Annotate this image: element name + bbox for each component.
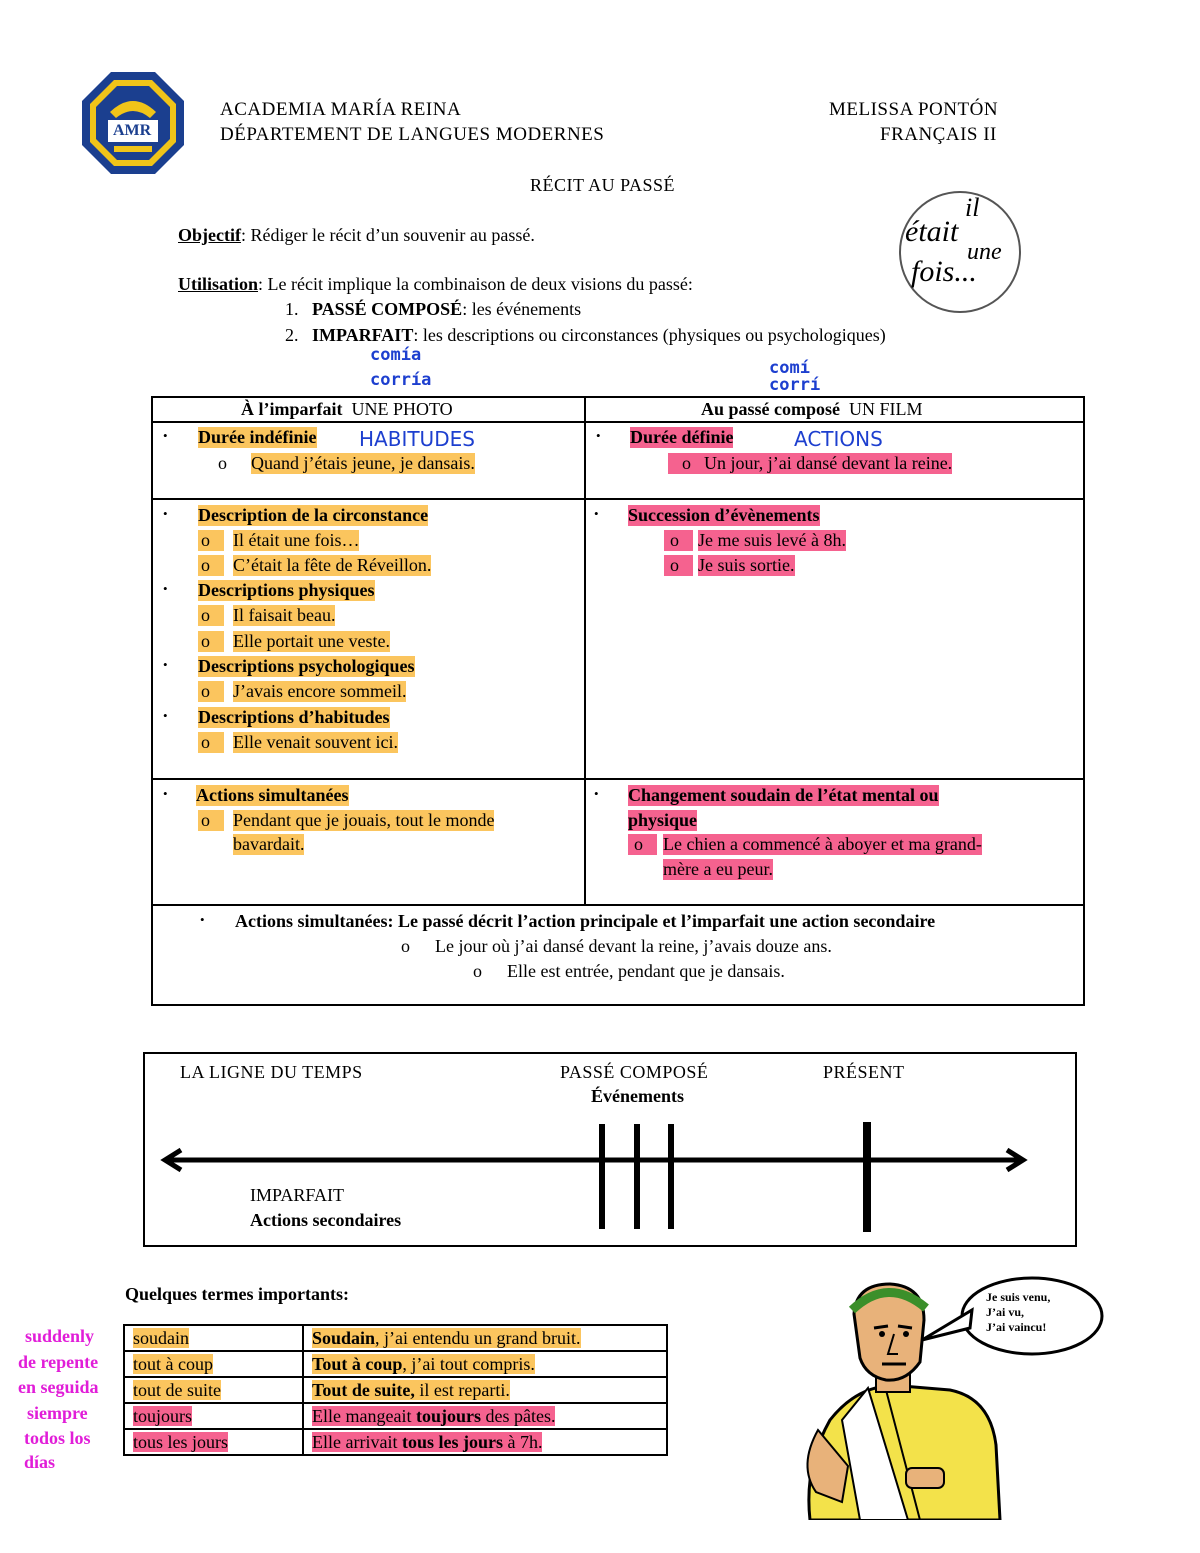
- term-example-bold: Tout à coup: [312, 1353, 403, 1374]
- term-note: en seguida: [18, 1377, 99, 1397]
- rule-title-cont: physique: [628, 810, 698, 830]
- timeline-title: LA LIGNE DU TEMPS: [180, 1062, 363, 1082]
- term-note: todos los: [24, 1428, 91, 1448]
- example-cell: [303, 1403, 667, 1429]
- utilisation-text: : Le récit implique la combinaison de deux visions du passé:: [258, 274, 693, 294]
- rule-title: Changement soudain de l’état mental ou: [628, 785, 939, 805]
- rule-title: Actions simultanées: [196, 785, 349, 805]
- rule-title: Actions simultanées: Le passé décrit l’action principale et l’imparfait une action secondaire: [235, 911, 936, 931]
- table-row: [124, 1325, 667, 1351]
- term-cell: [124, 1377, 303, 1403]
- rule-example: Le jour où j’ai dansé devant la reine, j’avais douze ans.: [435, 936, 832, 956]
- timeline-present-label: PRÉSENT: [823, 1062, 905, 1082]
- handwritten-actions: ACTIONS: [794, 427, 883, 451]
- term-cell: [124, 1325, 303, 1351]
- note-comi: comí: [769, 358, 810, 378]
- sub-bullet: o: [628, 834, 657, 855]
- note-corri: corrí: [769, 375, 821, 395]
- term-cell: [124, 1351, 303, 1377]
- objectif-line: [178, 225, 535, 246]
- term-example-pre: Elle mangeait: [312, 1405, 416, 1426]
- term-cell: [124, 1429, 303, 1455]
- terms-heading: Quelques termes importants:: [125, 1284, 349, 1304]
- header-passe: [701, 399, 923, 420]
- rule-title: Succession d’évènements: [628, 505, 820, 525]
- term-note: siempre: [27, 1403, 88, 1423]
- rule-title: Durée définie: [630, 427, 734, 447]
- item-number: 2.: [285, 325, 299, 345]
- logo-text: AMR: [113, 122, 152, 139]
- timeline-box: [143, 1052, 1077, 1247]
- term: tout à coup: [133, 1353, 213, 1374]
- rule-example: Pendant que je jouais, tout le monde: [233, 810, 495, 830]
- sub-bullet: o: [198, 631, 224, 652]
- bullet: •: [594, 786, 599, 801]
- speech-bubble-line-1: Je suis venu,: [986, 1290, 1051, 1304]
- item-term: IMPARFAIT: [312, 325, 414, 345]
- header-imparfait: [241, 399, 453, 420]
- sub-bullet: o: [198, 732, 224, 753]
- bullet: •: [163, 657, 168, 672]
- item-number: 1.: [285, 299, 299, 319]
- bullet: •: [163, 581, 168, 596]
- il-etait-une-fois-stamp: [899, 191, 1021, 313]
- page-title: RÉCIT AU PASSÉ: [530, 175, 676, 195]
- term-example-bold: tous les jours: [401, 1431, 503, 1452]
- rule-example: Je suis sortie.: [698, 555, 795, 575]
- term-note: suddenly: [25, 1326, 95, 1346]
- item-desc: : les descriptions ou circonstances (physiques ou psychologiques): [413, 325, 886, 345]
- term-example: des pâtes.: [480, 1405, 556, 1426]
- table-divider: [153, 498, 1083, 500]
- bullet: •: [163, 708, 168, 723]
- term: soudain: [133, 1327, 189, 1348]
- table-row: [124, 1403, 667, 1429]
- terms-table: [123, 1324, 668, 1456]
- stamp-il: il: [965, 193, 980, 222]
- term-example-bold: toujours: [415, 1405, 481, 1426]
- bullet: •: [200, 912, 205, 927]
- sub-bullet: o: [198, 555, 224, 576]
- table-divider: [584, 398, 586, 904]
- term-example-pre: Elle arrivait: [312, 1431, 402, 1452]
- header-film: UN FILM: [849, 399, 923, 419]
- rule-title: Descriptions physiques: [198, 580, 375, 600]
- rule-example: Elle venait souvent ici.: [233, 732, 398, 752]
- stamp-une: une: [967, 239, 1002, 265]
- term-example-bold: Soudain: [312, 1327, 376, 1348]
- item-term: PASSÉ COMPOSÉ: [312, 299, 463, 319]
- rule-example-cont: mère a eu peur.: [663, 859, 773, 879]
- note-corria: corría: [370, 370, 432, 390]
- note-comia: comía: [370, 345, 422, 365]
- table-divider: [153, 904, 1083, 906]
- bullet: •: [163, 786, 168, 801]
- sub-bullet: o: [664, 555, 693, 576]
- sub-bullet: o: [198, 681, 224, 702]
- timeline-passe-label: PASSÉ COMPOSÉ: [560, 1062, 709, 1082]
- objectif-text: : Rédiger le récit d’un souvenir au passé.: [240, 225, 535, 245]
- bullet: •: [163, 506, 168, 521]
- term: tout de suite: [133, 1379, 221, 1400]
- sub-bullet: o: [198, 810, 224, 831]
- term-note: días: [24, 1452, 56, 1472]
- item-desc: : les événements: [462, 299, 582, 319]
- bullet: •: [596, 428, 601, 443]
- sub-bullet: o: [401, 936, 410, 956]
- sub-bullet: o: [473, 961, 482, 981]
- rule-example: C’était la fête de Réveillon.: [233, 555, 432, 575]
- rule-example: Il était une fois…: [233, 530, 360, 550]
- timeline-evenements-label: Événements: [591, 1086, 684, 1106]
- rule-title: Description de la circonstance: [198, 505, 429, 525]
- table-divider: [153, 778, 1083, 780]
- term-note: de repente: [18, 1352, 99, 1372]
- example-cell: [303, 1377, 667, 1403]
- speech-bubble-line-2: J’ai vu,: [986, 1305, 1025, 1319]
- table-row: [124, 1377, 667, 1403]
- rule-example: Elle portait une veste.: [233, 631, 390, 651]
- caesar-cartoon: [790, 1270, 1110, 1520]
- utilisation-item-1: [285, 299, 581, 320]
- example-cell: [303, 1351, 667, 1377]
- rule-title: Descriptions psychologiques: [198, 656, 415, 676]
- school-name: ACADEMIA MARÍA REINA: [220, 99, 462, 120]
- bullet: •: [594, 506, 599, 521]
- stamp-fois: fois...: [911, 255, 977, 288]
- utilisation-item-2: [285, 325, 886, 346]
- term-example: il est reparti.: [414, 1379, 510, 1400]
- utilisation-line: [178, 274, 693, 295]
- sub-bullet: o: [668, 453, 705, 474]
- table-row: [124, 1429, 667, 1455]
- timeline-arrow: [145, 1054, 1075, 1245]
- header-bold: À l’imparfait: [241, 399, 343, 419]
- rule-example: Il faisait beau.: [233, 605, 336, 625]
- caesar-illustration: [790, 1270, 1110, 1520]
- rule-title: Durée indéfinie: [198, 427, 317, 447]
- course-name: FRANÇAIS II: [880, 124, 997, 145]
- rule-title: Descriptions d’habitudes: [198, 707, 390, 727]
- teacher-name: MELISSA PONTÓN: [829, 99, 999, 120]
- objectif-label: Objectif: [178, 225, 241, 245]
- bullet: •: [163, 428, 168, 443]
- grammar-table: [151, 396, 1085, 1006]
- term-example: , j’ai tout compris.: [402, 1353, 535, 1374]
- example-cell: [303, 1325, 667, 1351]
- term-example: , j’ai entendu un grand bruit.: [375, 1327, 581, 1348]
- utilisation-label: Utilisation: [178, 274, 259, 294]
- handwritten-habitudes: HABITUDES: [359, 427, 475, 451]
- department-name: DÉPARTEMENT DE LANGUES MODERNES: [220, 124, 605, 145]
- timeline-imparfait-label: IMPARFAIT: [250, 1185, 345, 1205]
- stamp-etait: était: [905, 215, 959, 248]
- table-divider: [153, 421, 1083, 423]
- rule-example: Le chien a commencé à aboyer et ma grand-: [663, 834, 982, 854]
- term: tous les jours: [133, 1431, 229, 1452]
- rule-example: J’avais encore sommeil.: [233, 681, 407, 701]
- sub-bullet: o: [218, 453, 227, 473]
- timeline-secondaires-label: Actions secondaires: [250, 1210, 402, 1230]
- term-example-bold: Tout de suite,: [312, 1379, 415, 1400]
- rule-example: Un jour, j’ai dansé devant la reine.: [704, 453, 953, 473]
- header-photo: UNE PHOTO: [351, 399, 453, 419]
- example-cell: [303, 1429, 667, 1455]
- table-row: [124, 1351, 667, 1377]
- sub-bullet: o: [198, 530, 224, 551]
- rule-example: Elle est entrée, pendant que je dansais.: [507, 961, 785, 981]
- term-example: à 7h.: [502, 1431, 543, 1452]
- term-cell: [124, 1403, 303, 1429]
- speech-bubble-line-3: J’ai vaincu!: [986, 1320, 1047, 1334]
- term: toujours: [133, 1405, 193, 1426]
- school-logo: [80, 70, 186, 176]
- header-bold: Au passé composé: [701, 399, 841, 419]
- sub-bullet: o: [664, 530, 693, 551]
- rule-example: Quand j’étais jeune, je dansais.: [251, 453, 475, 473]
- rule-example-cont: bavardait.: [233, 834, 305, 854]
- sub-bullet: o: [198, 605, 224, 626]
- rule-example: Je me suis levé à 8h.: [698, 530, 846, 550]
